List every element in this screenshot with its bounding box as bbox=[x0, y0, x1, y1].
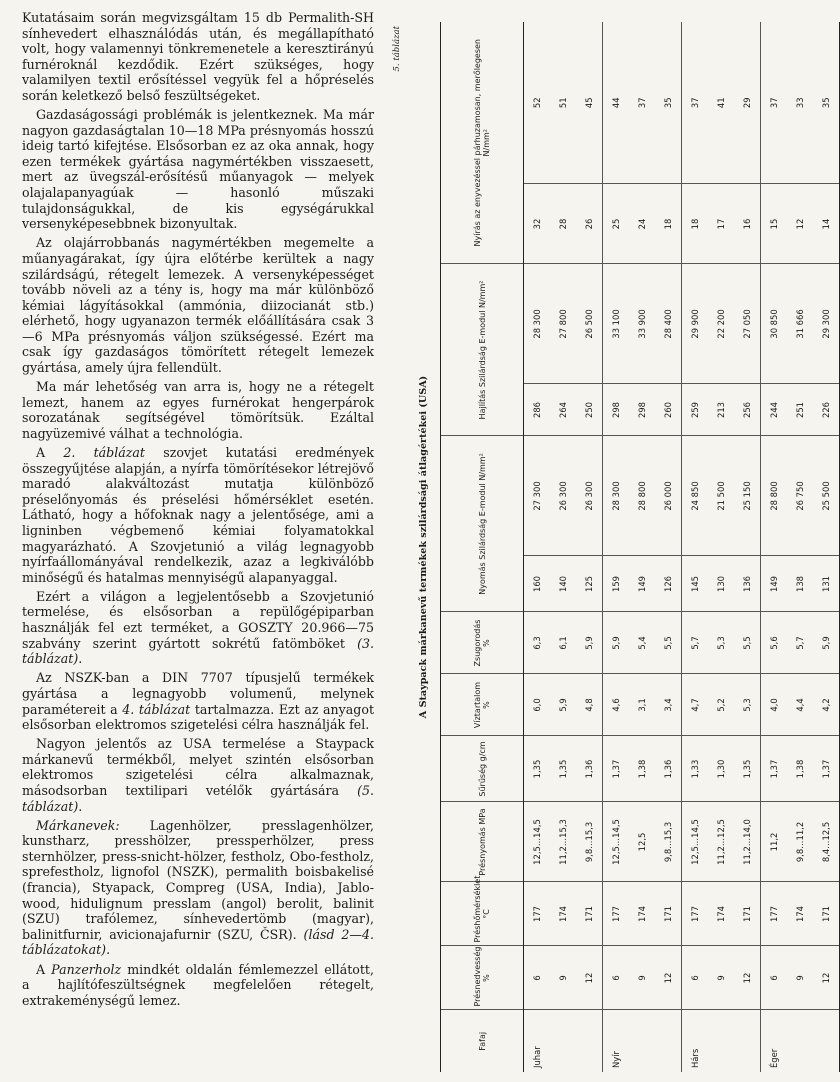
value-cell: 5,3 bbox=[734, 674, 761, 736]
p6-text-a: Ezért a világon a legjelentősebb a Szovjetunió termelése, és elsősorban a repülőgépiparban használják fel ezt terméket, a GOSZTY 20.966—75 szabvány szerint gyártott sokrétű fatömböket bbox=[22, 588, 374, 651]
header-bending: Hajlítás Szilárdság E-modul N/mm² bbox=[441, 264, 524, 436]
value-cell: 5,7 bbox=[787, 612, 813, 674]
table-row bbox=[682, 22, 709, 1072]
body-text-column bbox=[22, 10, 374, 1012]
p7-text-a: Az NSZK-ban a DIN 7707 típusjelű termékek gyártása a legnagyobb volumenű, melynek paramétereit a bbox=[22, 670, 374, 717]
p5-text-a: A bbox=[36, 445, 64, 461]
value-cell: 30 850 bbox=[761, 264, 788, 384]
rotated-table-area bbox=[384, 0, 831, 1082]
value-cell: 1,36 bbox=[576, 736, 603, 802]
value-cell: 12 bbox=[734, 946, 761, 1010]
value-cell: 9 bbox=[787, 946, 813, 1010]
value-cell: 26 750 bbox=[787, 436, 813, 556]
value-cell: 12,5 bbox=[629, 802, 655, 882]
value-cell: 26 000 bbox=[655, 436, 682, 556]
value-cell: 16 bbox=[734, 184, 761, 264]
value-cell: 12 bbox=[787, 184, 813, 264]
value-cell: 26 300 bbox=[550, 436, 576, 556]
header-shrinkage: Zsugorodás % bbox=[441, 612, 524, 674]
value-cell: 28 bbox=[550, 184, 576, 264]
value-cell: 4,7 bbox=[682, 674, 709, 736]
species-cell bbox=[813, 1010, 840, 1072]
value-cell: 6,0 bbox=[524, 674, 551, 736]
p8-text-a: Nagyon jelentős az USA termelése a Staypack márkanevű termékből, melyet szintén elsősorban elektromos szigetelési célra alkalmaznak, másodsorban textilipari vetélők gyártására bbox=[22, 736, 374, 798]
species-cell bbox=[576, 1010, 603, 1072]
header-press-temperature: Préshőmérséklet °C bbox=[441, 882, 524, 946]
value-cell: 26 300 bbox=[576, 436, 603, 556]
value-cell: 4,8 bbox=[576, 674, 603, 736]
value-cell: 4,0 bbox=[761, 674, 788, 736]
value-cell: 26 bbox=[576, 184, 603, 264]
species-cell bbox=[550, 1010, 576, 1072]
value-cell: 244 bbox=[761, 384, 788, 436]
table-row bbox=[550, 22, 576, 1072]
table-row bbox=[787, 22, 813, 1072]
paragraph-10 bbox=[22, 962, 374, 1009]
paragraph-3: Az olajárrobbanás nagymértékben megemelte a műanyagárakat, így újra előtérbe kerültek a nagy szilárdságú, rétegelt lemezek. A versenyképességet tovább növeli az a tény is, hogy ma már különböző kémiai lágyításokkal (ammónia, diizocianát stb.) elérhető, hogy ugyanazon termék előállítására csak 3—6 MPa présnyomás váljon szükségessé. Ezért ma csak így gazdaságos tömörített rétegelt lemezek gyártása, amely újra fellendült. bbox=[22, 235, 374, 376]
species-cell: Juhar bbox=[532, 1046, 542, 1068]
value-cell: 1,38 bbox=[629, 736, 655, 802]
value-cell: 26 500 bbox=[576, 264, 603, 384]
table-body bbox=[524, 22, 840, 1072]
value-cell: 1,35 bbox=[550, 736, 576, 802]
value-cell: 259 bbox=[682, 384, 709, 436]
species-cell bbox=[787, 1010, 813, 1072]
value-cell: 130 bbox=[708, 556, 734, 612]
value-cell: 24 bbox=[629, 184, 655, 264]
table-row bbox=[524, 22, 551, 1072]
value-cell: 1,37 bbox=[761, 736, 788, 802]
value-cell: 256 bbox=[734, 384, 761, 436]
value-cell: 260 bbox=[655, 384, 682, 436]
paragraph-1: Kutatásaim során megvizsgáltam 15 db Permalith-SH sínhevedert elhasználódás után, és megállapítható volt, hogy valamennyi tönkremenetele a keresztirányú furnéroknál kezdődik. Ezért szükséges, hogy valamilyen textil erősítéssel vegyük fel a hőpréselés során keletkező belső feszültségeket. bbox=[22, 10, 374, 103]
table-row bbox=[603, 22, 630, 1072]
species-cell bbox=[708, 1010, 734, 1072]
value-cell: 28 300 bbox=[603, 436, 630, 556]
value-cell: 171 bbox=[576, 882, 603, 946]
p6-text-b: . bbox=[78, 651, 83, 667]
species-cell bbox=[655, 1010, 682, 1072]
value-cell: 5,6 bbox=[761, 612, 788, 674]
value-cell: 12,5…14,5 bbox=[603, 802, 630, 882]
panzerholz-term: Panzerholz bbox=[51, 961, 122, 977]
value-cell: 28 800 bbox=[761, 436, 788, 556]
value-cell: 5,4 bbox=[629, 612, 655, 674]
value-cell: 4,6 bbox=[603, 674, 630, 736]
value-cell: 24 850 bbox=[682, 436, 709, 556]
value-cell: 11,2…12,5 bbox=[708, 802, 734, 882]
value-cell: 125 bbox=[576, 556, 603, 612]
value-cell: 9 bbox=[550, 946, 576, 1010]
table-3-ref: (3. táblázat) bbox=[22, 635, 374, 667]
value-cell: 177 bbox=[524, 882, 551, 946]
value-cell: 27 300 bbox=[524, 436, 551, 556]
paragraph-7 bbox=[22, 670, 374, 732]
value-cell: 29 300 bbox=[813, 264, 840, 384]
table-row bbox=[655, 22, 682, 1072]
header-press-moisture: Présnedvesség % bbox=[441, 946, 524, 1010]
value-cell: 25 150 bbox=[734, 436, 761, 556]
value-cell: 298 bbox=[603, 384, 630, 436]
value-cell: 1,35 bbox=[734, 736, 761, 802]
value-cell: 5,7 bbox=[682, 612, 709, 674]
value-cell: 33 900 bbox=[629, 264, 655, 384]
value-cell: 37 bbox=[682, 22, 709, 184]
value-cell: 9,8…11,2 bbox=[787, 802, 813, 882]
value-cell: 140 bbox=[550, 556, 576, 612]
value-cell: 17 bbox=[708, 184, 734, 264]
value-cell: 51 bbox=[550, 22, 576, 184]
value-cell: 12,5…14,5 bbox=[524, 802, 551, 882]
header-species: Fafaj bbox=[441, 1010, 524, 1072]
value-cell: 1,35 bbox=[524, 736, 551, 802]
header-moisture-content: Víztartalom % bbox=[441, 674, 524, 736]
value-cell: 29 bbox=[734, 22, 761, 184]
value-cell: 28 400 bbox=[655, 264, 682, 384]
value-cell: 12 bbox=[576, 946, 603, 1010]
value-cell: 11,2 bbox=[761, 802, 788, 882]
value-cell: 1,36 bbox=[655, 736, 682, 802]
table-row bbox=[708, 22, 734, 1072]
value-cell: 171 bbox=[655, 882, 682, 946]
value-cell: 31 666 bbox=[787, 264, 813, 384]
value-cell: 9 bbox=[708, 946, 734, 1010]
paragraph-9 bbox=[22, 818, 374, 958]
value-cell: 8,4…12,5 bbox=[813, 802, 840, 882]
value-cell: 171 bbox=[734, 882, 761, 946]
value-cell: 264 bbox=[550, 384, 576, 436]
value-cell: 6,1 bbox=[550, 612, 576, 674]
value-cell: 213 bbox=[708, 384, 734, 436]
value-cell: 177 bbox=[761, 882, 788, 946]
value-cell: 37 bbox=[629, 22, 655, 184]
value-cell: 37 bbox=[761, 22, 788, 184]
value-cell: 5,9 bbox=[576, 612, 603, 674]
value-cell: 177 bbox=[682, 882, 709, 946]
value-cell: 9,8…15,3 bbox=[655, 802, 682, 882]
value-cell: 174 bbox=[787, 882, 813, 946]
value-cell: 45 bbox=[576, 22, 603, 184]
value-cell: 136 bbox=[734, 556, 761, 612]
table-header-row bbox=[441, 22, 524, 1072]
value-cell: 159 bbox=[603, 556, 630, 612]
value-cell: 14 bbox=[813, 184, 840, 264]
table-title: A Staypack márkanevű termékek szilárdsági átlagértékei (USA) bbox=[418, 375, 429, 719]
value-cell: 177 bbox=[603, 882, 630, 946]
tables-ref: (lásd 2—4. táblázatokat). bbox=[22, 926, 374, 958]
value-cell: 9 bbox=[629, 946, 655, 1010]
header-density: Sűrűség g/cm bbox=[441, 736, 524, 802]
value-cell: 286 bbox=[524, 384, 551, 436]
value-cell: 18 bbox=[655, 184, 682, 264]
table-rotator bbox=[388, 22, 831, 1072]
value-cell: 28 300 bbox=[524, 264, 551, 384]
table-row bbox=[813, 22, 840, 1072]
staypack-table bbox=[440, 22, 840, 1072]
value-cell: 174 bbox=[550, 882, 576, 946]
value-cell: 1,33 bbox=[682, 736, 709, 802]
paragraph-8 bbox=[22, 736, 374, 814]
value-cell: 25 bbox=[603, 184, 630, 264]
table-4-ref: 4. táblázat bbox=[122, 701, 191, 717]
value-cell: 1,37 bbox=[813, 736, 840, 802]
value-cell: 27 800 bbox=[550, 264, 576, 384]
value-cell: 5,9 bbox=[550, 674, 576, 736]
table-row bbox=[629, 22, 655, 1072]
value-cell: 9,8…15,3 bbox=[576, 802, 603, 882]
value-cell: 5,5 bbox=[655, 612, 682, 674]
value-cell: 35 bbox=[655, 22, 682, 184]
value-cell: 5,2 bbox=[708, 674, 734, 736]
value-cell: 44 bbox=[603, 22, 630, 184]
p7-text-b: tartalmazza. Ezt az anyagot elsősorban elektromos szigetelési célra használják fel. bbox=[22, 701, 374, 733]
value-cell: 25 500 bbox=[813, 436, 840, 556]
value-cell: 32 bbox=[524, 184, 551, 264]
value-cell: 41 bbox=[708, 22, 734, 184]
value-cell: 35 bbox=[813, 22, 840, 184]
value-cell: 5,9 bbox=[603, 612, 630, 674]
value-cell: 12,5…14,5 bbox=[682, 802, 709, 882]
value-cell: 138 bbox=[787, 556, 813, 612]
header-press-pressure: Présnyomás MPa bbox=[441, 802, 524, 882]
value-cell: 1,38 bbox=[787, 736, 813, 802]
species-cell bbox=[734, 1010, 761, 1072]
value-cell: 28 800 bbox=[629, 436, 655, 556]
value-cell: 226 bbox=[813, 384, 840, 436]
value-cell: 6 bbox=[761, 946, 788, 1010]
value-cell: 6,3 bbox=[524, 612, 551, 674]
value-cell: 6 bbox=[524, 946, 551, 1010]
paragraph-4: Ma már lehetőség van arra is, hogy ne a rétegelt lemezt, hanem az egyes furnérokat hengerpárok sorozatának segítségével tömörítsük. Ezáltal nagyüzemivé válhat a technológia. bbox=[22, 379, 374, 441]
value-cell: 3,4 bbox=[655, 674, 682, 736]
p10-text-b: mindkét oldalán fémlemezzel ellátott, a hajlítófeszültségnek megfelelően rétegelt, extrakeménységű lemez. bbox=[22, 961, 374, 1008]
table-row bbox=[761, 22, 788, 1072]
value-cell: 1,37 bbox=[603, 736, 630, 802]
p5-text-b: szovjet kutatási eredmények összegyűjtése alapján, a nyírfa tömörítésekor létrejövő maradó alakváltozást mutatja különböző préselőnyomás és préselési hőmérséklet esetén. Látható, hogy a hőfoknak nagy a jelentősége, ami a ligninben végbemenő kémiai folyamatokkal magyarázható. A Szovjetunió a világ legnagyobb nyírfaállományával rendelkezik, azaz a legkiválóbb minőségű és hatalmas mennyiségű alapanyaggal. bbox=[22, 445, 374, 585]
brand-names-list: Lagenhölzer, presslagenhölzer, kunstharz, presshölzer, pressperhölzer, press sternhölzer, press-snicht-hölzer, festholz, Obo-festholz, sprefestholz, lignofol (NSZK), permalith boisbakelisé (francia), Styapack, Compreg (USA, India), Jablo-wood, hidulignum presslam (angol) berolit, balinit (SZU) trafólemez, sínhevedertömb (magyar), balinitfurnir, avicionajafurnir (SZU, ČSR). bbox=[22, 817, 374, 942]
table-row bbox=[734, 22, 761, 1072]
value-cell: 149 bbox=[629, 556, 655, 612]
value-cell: 12 bbox=[813, 946, 840, 1010]
value-cell: 33 bbox=[787, 22, 813, 184]
value-cell: 174 bbox=[708, 882, 734, 946]
paragraph-6 bbox=[22, 589, 374, 667]
value-cell: 52 bbox=[524, 22, 551, 184]
paragraph-2: Gazdaságossági problémák is jelentkeznek. Ma már nagyon gazdaságtalan 10—18 MPa présnyomás hosszú ideig tartó kifejtése. Elsősorban ez az oka annak, hogy ezen termékek gyártása nagymértékben visszaesett, mert az üvegszál-erősítésű műanyagok — melyek olajalapanyagúak — hasonló műszaki tulajdonságukkal, de kis egységárukkal versenyképesebbnek bizonyultak. bbox=[22, 107, 374, 232]
table-2-ref: 2. táblázat bbox=[63, 445, 145, 461]
value-cell: 33 100 bbox=[603, 264, 630, 384]
value-cell: 251 bbox=[787, 384, 813, 436]
brand-names-label: Márkanevek: bbox=[36, 817, 120, 833]
value-cell: 22 200 bbox=[708, 264, 734, 384]
value-cell: 15 bbox=[761, 184, 788, 264]
value-cell: 3,1 bbox=[629, 674, 655, 736]
value-cell: 149 bbox=[761, 556, 788, 612]
value-cell: 298 bbox=[629, 384, 655, 436]
value-cell: 145 bbox=[682, 556, 709, 612]
species-cell: Nyír bbox=[611, 1051, 621, 1068]
p10-text-a: A bbox=[36, 961, 52, 977]
value-cell: 250 bbox=[576, 384, 603, 436]
value-cell: 131 bbox=[813, 556, 840, 612]
value-cell: 11,2…15,3 bbox=[550, 802, 576, 882]
value-cell: 11,2…14,0 bbox=[734, 802, 761, 882]
value-cell: 18 bbox=[682, 184, 709, 264]
value-cell: 126 bbox=[655, 556, 682, 612]
table-5-ref: (5. táblázat) bbox=[22, 783, 374, 814]
value-cell: 5,9 bbox=[813, 612, 840, 674]
table-number: 5. táblázat bbox=[392, 26, 402, 72]
table-row bbox=[576, 22, 603, 1072]
p8-text-b: . bbox=[78, 798, 83, 814]
value-cell: 1,30 bbox=[708, 736, 734, 802]
value-cell: 171 bbox=[813, 882, 840, 946]
species-cell: Éger bbox=[769, 1048, 779, 1068]
species-cell bbox=[629, 1010, 655, 1072]
value-cell: 4,4 bbox=[787, 674, 813, 736]
value-cell: 27 050 bbox=[734, 264, 761, 384]
species-cell: Hárs bbox=[690, 1048, 700, 1068]
header-shear: Nyírás az enyvezéssel párhuzamosan, merőlegesen N/mm² bbox=[441, 22, 524, 264]
value-cell: 6 bbox=[603, 946, 630, 1010]
value-cell: 6 bbox=[682, 946, 709, 1010]
value-cell: 5,5 bbox=[734, 612, 761, 674]
value-cell: 5,3 bbox=[708, 612, 734, 674]
value-cell: 29 900 bbox=[682, 264, 709, 384]
value-cell: 174 bbox=[629, 882, 655, 946]
header-compression: Nyomás Szilárdság E-modul N/mm² bbox=[441, 436, 524, 612]
value-cell: 12 bbox=[655, 946, 682, 1010]
value-cell: 21 500 bbox=[708, 436, 734, 556]
value-cell: 4,2 bbox=[813, 674, 840, 736]
value-cell: 160 bbox=[524, 556, 551, 612]
paragraph-5 bbox=[22, 445, 374, 585]
